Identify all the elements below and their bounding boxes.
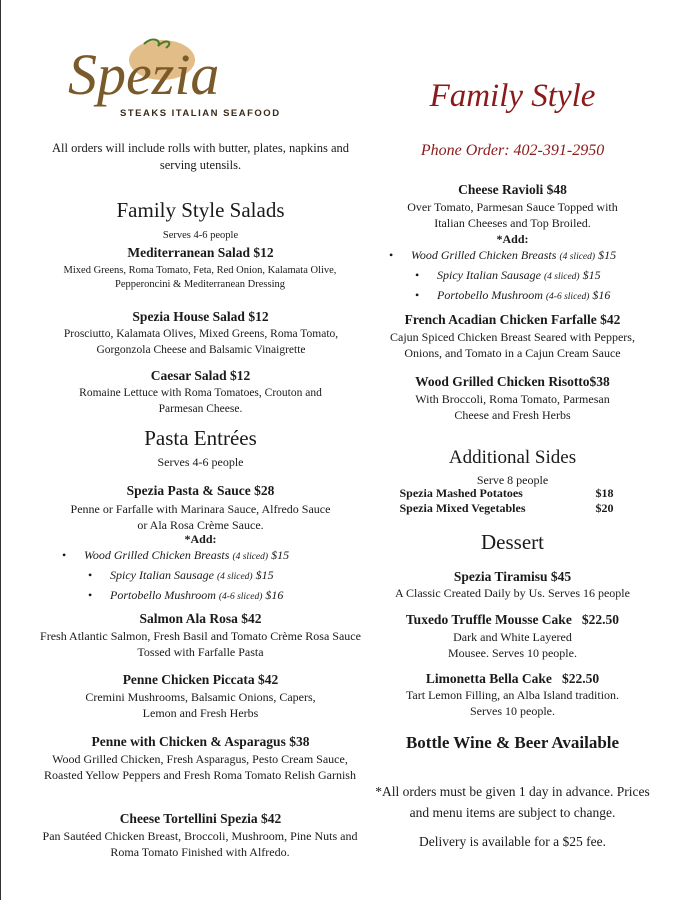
page-title: Family Style bbox=[429, 78, 596, 114]
salads-serves: Serves 4-6 people bbox=[162, 230, 239, 241]
item-title: Penne with Chicken & Asparagus $38 bbox=[91, 734, 310, 749]
item-desc: Fresh Atlantic Salmon, Fresh Basil and Tomato Crème Rosa Sauce Tossed with Farfalle Pasta bbox=[40, 629, 361, 659]
wine-note: Bottle Wine & Beer Available bbox=[405, 733, 620, 752]
item-desc: Cajun Spiced Chicken Breast Seared with Peppers, Onions, and Tomato in a Cajun Cream Sauce bbox=[390, 330, 635, 360]
item-title: Spezia Pasta & Sauce $28 bbox=[126, 483, 275, 498]
sides-heading: Additional Sides bbox=[448, 447, 577, 468]
right-column bbox=[365, 0, 660, 900]
list-item: • Wood Grilled Chicken Breasts (4 sliced) $15 bbox=[62, 548, 290, 562]
item-title: Spezia House Salad $12 bbox=[132, 309, 269, 324]
bullet-icon: • bbox=[88, 568, 93, 582]
item-title: Wood Grilled Chicken Risotto$38 bbox=[415, 374, 610, 389]
item-desc: Prosciutto, Kalamata Olives, Mixed Greens, Roma Tomato, Gorgonzola Cheese and Balsamic Vinaigrette bbox=[63, 328, 339, 356]
item-desc: A Classic Created Daily by Us. Serves 16 people bbox=[395, 586, 630, 600]
list-item: • Portobello Mushroom (4-6 sliced) $16 bbox=[415, 288, 611, 302]
list-item: • Wood Grilled Chicken Breasts (4 sliced) $15 bbox=[389, 248, 617, 262]
left-column bbox=[38, 0, 363, 900]
list-item: • Portobello Mushroom (4-6 sliced) $16 bbox=[88, 588, 284, 602]
item-desc: Dark and White Layered Mousee. Serves 10 people. bbox=[448, 630, 577, 660]
bullet-icon: • bbox=[415, 268, 420, 282]
item-title: Tuxedo Truffle Mousse Cake $22.50 bbox=[405, 612, 620, 627]
item-title: Penne Chicken Piccata $42 bbox=[122, 672, 279, 687]
page-border bbox=[0, 0, 1, 900]
item-title: Salmon Ala Rosa $42 bbox=[139, 611, 262, 626]
item-desc: Cremini Mushrooms, Balsamic Onions, Capers, Lemon and Fresh Herbs bbox=[85, 690, 316, 720]
item-title: French Acadian Chicken Farfalle $42 bbox=[404, 312, 621, 327]
pasta-heading: Pasta Entrées bbox=[144, 426, 257, 450]
bullet-icon: • bbox=[415, 288, 420, 302]
bullet-icon: • bbox=[389, 248, 394, 262]
delivery-note: Delivery is available for a $25 fee. bbox=[418, 834, 607, 849]
phone-order: Phone Order: 402-391-2950 bbox=[420, 142, 605, 159]
item-desc: Over Tomato, Parmesan Sauce Topped with Italian Cheeses and Top Broiled. bbox=[407, 200, 618, 230]
item-desc: Wood Grilled Chicken, Fresh Asparagus, Pesto Cream Sauce, Roasted Yellow Peppers and Fresh Roma Tomato Relish Garnish bbox=[44, 752, 356, 782]
list-item: • Spicy Italian Sausage (4 sliced) $15 bbox=[88, 568, 274, 582]
sides-serves: Serve 8 people bbox=[476, 473, 549, 487]
sides-table bbox=[365, 486, 660, 516]
pasta-serves: Serves 4-6 people bbox=[157, 455, 244, 469]
item-title: Spezia Tiramisu $45 bbox=[453, 569, 572, 584]
addon-list bbox=[38, 546, 363, 606]
item-title: Cheese Ravioli $48 bbox=[458, 182, 567, 197]
item-desc: Romaine Lettuce with Roma Tomatoes, Crouton and Parmesan Cheese. bbox=[79, 387, 322, 415]
item-title: Cheese Tortellini Spezia $42 bbox=[119, 811, 282, 826]
add-label: *Add: bbox=[184, 532, 217, 546]
item-desc: Mixed Greens, Roma Tomato, Feta, Red Onion, Kalamata Olive, Pepperoncini & Mediterranean Dressing bbox=[63, 265, 337, 290]
table-row: Spezia Mashed Potatoes $18 bbox=[399, 486, 614, 500]
footer-notice: *All orders must be given 1 day in advance. Prices and menu items are subject to change. bbox=[375, 784, 650, 820]
bullet-icon: • bbox=[62, 548, 67, 562]
logo-wordmark: Spezia bbox=[68, 42, 220, 107]
intro-text: All orders will include rolls with butter, plates, napkins and serving utensils. bbox=[51, 141, 349, 172]
salads-heading: Family Style Salads bbox=[116, 198, 285, 222]
table-row: Spezia Mixed Vegetables $20 bbox=[399, 501, 614, 515]
list-item: • Spicy Italian Sausage (4 sliced) $15 bbox=[415, 268, 601, 282]
item-title: Mediterranean Salad $12 bbox=[127, 245, 274, 260]
add-label: *Add: bbox=[496, 232, 529, 246]
addon-list bbox=[365, 246, 660, 306]
item-title: Limonetta Bella Cake $22.50 bbox=[425, 671, 600, 686]
item-desc: Tart Lemon Filling, an Alba Island tradition. Serves 10 people. bbox=[405, 688, 620, 718]
item-desc: With Broccoli, Roma Tomato, Parmesan Cheese and Fresh Herbs bbox=[415, 392, 610, 422]
bullet-icon: • bbox=[88, 588, 93, 602]
logo-tagline: STEAKS ITALIAN SEAFOOD bbox=[120, 108, 281, 119]
item-desc: Pan Sautéed Chicken Breast, Broccoli, Mushroom, Pine Nuts and Roma Tomato Finished with Alfredo. bbox=[42, 829, 358, 859]
item-desc: Penne or Farfalle with Marinara Sauce, Alfredo Sauce or Ala Rosa Crème Sauce. bbox=[70, 502, 331, 532]
dessert-heading: Dessert bbox=[481, 530, 544, 554]
item-title: Caesar Salad $12 bbox=[150, 368, 251, 383]
